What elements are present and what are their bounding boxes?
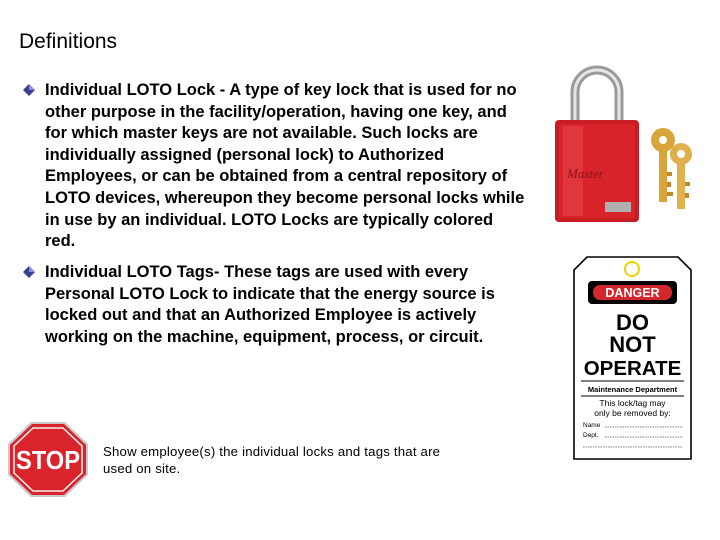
bullet-loto-tags: Individual LOTO Tags- These tags are used with every Personal LOTO Lock to indicate that the energy source is locked out and that an Authorized Employee is actively working on the machine, equipment, process, or circuit. <box>45 263 495 346</box>
tag-line-operate: OPERATE <box>583 357 682 380</box>
tag-removal-line1: This lock/tag may <box>599 398 666 408</box>
tag-line-do: DO <box>616 310 649 335</box>
tag-removal-line2: only be removed by: <box>594 408 671 418</box>
red-padlock-image <box>545 62 695 227</box>
tag-field-dept: Dept. <box>583 432 599 439</box>
bullet-diamond-icon <box>23 84 35 96</box>
bullet-diamond-icon <box>23 266 35 278</box>
bullet-loto-lock: Individual LOTO Lock - A type of key lock that is used for no other purpose in the facility/operation, having one key, and for which master keys are not available. Such locks are individually assigned (personal lock) to Authorized Employees, or can be obtained from a central repository of LOTO devices, whereupon they become personal locks while in use by an individual. LOTO Locks are typically colored red. <box>45 81 525 251</box>
tag-line-not: NOT <box>609 332 656 357</box>
stop-sign-icon <box>7 421 89 498</box>
page-title: Definitions <box>19 30 118 53</box>
tag-header: DANGER <box>605 286 660 300</box>
tag-field-name: Name <box>583 422 601 429</box>
tag-department: Maintenance Department <box>587 385 678 394</box>
stop-sign-text: STOP <box>16 445 80 475</box>
danger-tag-image <box>573 256 692 460</box>
padlock-brand-text: Master <box>567 166 604 181</box>
instructor-note: Show employee(s) the individual locks and tags that are used on site. <box>103 444 441 476</box>
